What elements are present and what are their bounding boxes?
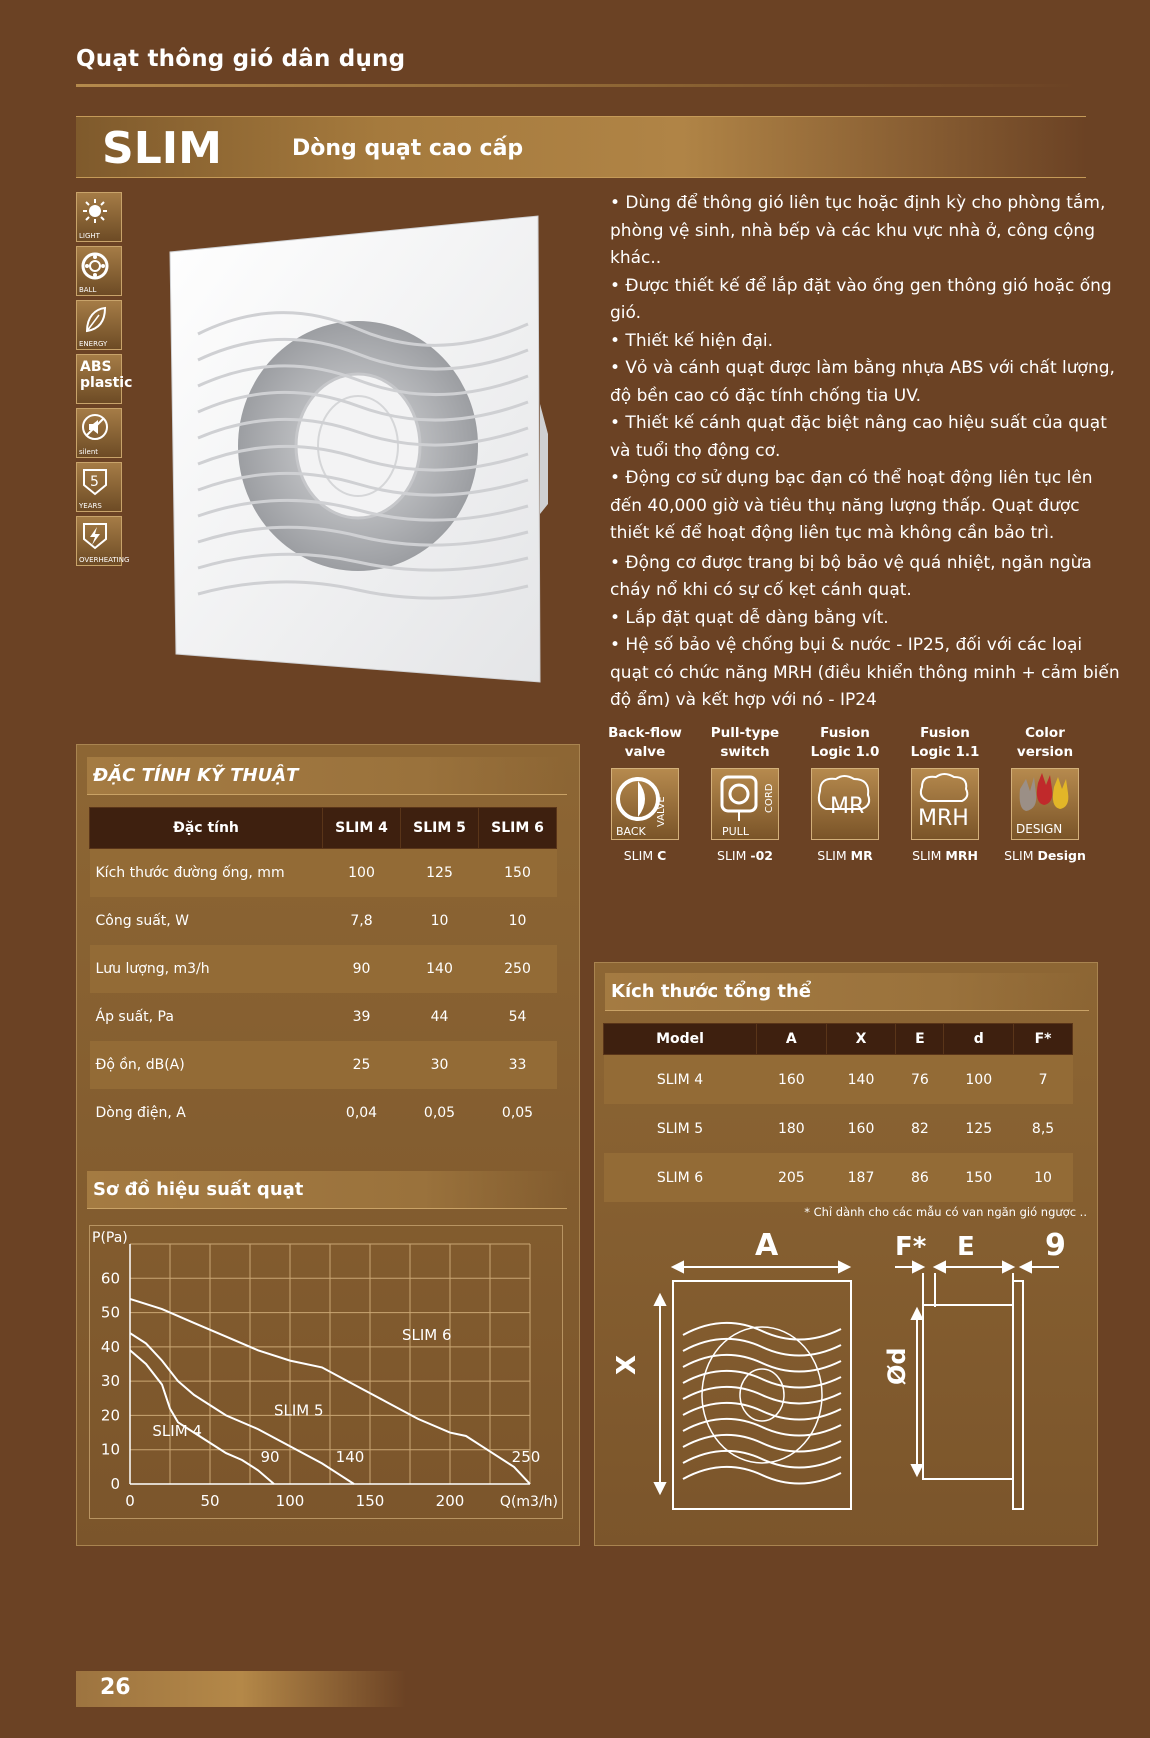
x-tick-label: 100: [275, 1492, 305, 1510]
design-hands-icon: [1011, 768, 1079, 840]
table-row: Lưu lượng, m3/h 90 140 250: [90, 945, 557, 993]
x-tick-label: 150: [355, 1492, 385, 1510]
y-tick-label: 0: [110, 1475, 120, 1493]
svg-text:DESIGN: DESIGN: [1016, 822, 1063, 836]
series-end-label: 250: [511, 1448, 541, 1466]
svg-text:BACK: BACK: [616, 825, 646, 838]
svg-text:CORD: CORD: [764, 783, 775, 813]
series-end-label: 90: [260, 1448, 280, 1466]
series-label: SLIM 5: [274, 1401, 324, 1420]
table-row: Áp suất, Pa 39 44 54: [95, 1009, 527, 1025]
tech-spec-heading: ĐẶC TÍNH KỸ THUẬT: [87, 757, 567, 795]
chart-heading: Sơ đồ hiệu suất quạt: [87, 1171, 567, 1209]
spec-col-header: SLIM 4: [323, 808, 401, 849]
y-tick-label: 50: [100, 1303, 120, 1322]
series-line: [130, 1350, 274, 1484]
dim-label-f: F*: [895, 1232, 927, 1262]
table-row: SLIM 4 160 140 76 100 7: [604, 1055, 1073, 1105]
x-tick-label: 200: [435, 1492, 465, 1510]
energy-saving-icon: ENERGY: [76, 300, 122, 350]
dim-col-header: d: [944, 1024, 1014, 1055]
variant-color-version: Color version DESIGN SLIM Design: [1004, 725, 1086, 863]
spec-col-header: SLIM 5: [401, 808, 479, 849]
variant-fusion-logic-1-0: Fusion Logic 1.0 MR SLIM MR: [810, 725, 880, 863]
description-item: • Động cơ sử dụng bạc đạn có thể hoạt động liên tục lên đến 40,000 giờ và tiêu thụ năng lượng thấp. Quạt được thiết kế để hoạt động liên tục mà không cần bảo trì.: [610, 468, 1093, 543]
table-row: Dòng điện, A 0,04 0,05 0,05: [95, 1105, 534, 1121]
description-item: • Lắp đặt quạt dễ dàng bằng vít.: [610, 607, 889, 628]
y-tick-label: 30: [100, 1372, 120, 1391]
dim-col-header: A: [757, 1024, 827, 1055]
table-row: SLIM 6 205 187 86 150 10: [604, 1153, 1073, 1202]
dim-col-header: Model: [604, 1024, 757, 1055]
x-tick-label: 50: [200, 1492, 220, 1510]
description-item: • Động cơ được trang bị bộ bảo vệ quá nhiệt, ngăn ngừa cháy nổ khi có sự cố kẹt cánh quạt.: [610, 552, 1092, 600]
description-item: • Thiết kế cánh quạt đặc biệt nâng cao hiệu suất của quạt và tuổi thọ động cơ.: [610, 413, 1107, 461]
table-row: Độ ồn, dB(A) 25 30 33: [90, 1041, 557, 1089]
overheating-protection-icon: OVERHEATING: [76, 516, 122, 566]
abs-plastic-icon: ABS plastic: [76, 354, 122, 404]
dimension-drawing: [605, 1225, 1085, 1525]
dim-label-d: Ød: [883, 1347, 911, 1385]
pull-cord-icon: [711, 768, 779, 840]
silent-icon: silent: [76, 408, 122, 458]
series-label: SLIM 4: [152, 1422, 202, 1440]
product-description: [610, 190, 1120, 715]
model-name: SLIM: [102, 123, 222, 174]
performance-chart-svg: [90, 1226, 562, 1518]
dim-label-e: E: [957, 1232, 975, 1262]
five-years-warranty-icon: 5 YEARS: [76, 462, 122, 512]
variant-pull-type-switch: Pull-type switch PULL CORD SLIM -02: [710, 725, 780, 863]
description-item: • Dùng để thông gió liên tục hoặc định kỳ cho phòng tắm, phòng vệ sinh, nhà bếp và các khu vực nhà ở, công cộng khác..: [610, 193, 1106, 268]
mrh-brain-icon: [911, 768, 979, 840]
page-footer: [76, 1671, 406, 1707]
table-row: Kích thước đường ống, mm 100 125 150: [90, 849, 557, 898]
description-item: • Được thiết kế để lắp đặt vào ống gen thông gió hoặc ống gió.: [610, 275, 1112, 323]
spec-col-header: Đặc tính: [90, 808, 323, 849]
description-item: • Thiết kế hiện đại.: [610, 330, 774, 351]
y-axis-label: P(Pa): [92, 1230, 128, 1246]
x-tick-label: 0: [125, 1492, 135, 1510]
dimensions-footnote: * Chỉ dành cho các mẫu có van ngăn gió ngược ..: [804, 1205, 1087, 1219]
feature-icons: [76, 192, 133, 570]
page-title: Quạt thông gió dân dụng: [76, 46, 406, 72]
title-divider: [76, 84, 1076, 87]
tech-spec-panel: [76, 744, 580, 1546]
model-header: [76, 116, 1086, 178]
dimensions-table: [603, 1023, 1073, 1202]
mr-brain-icon: [811, 768, 879, 840]
y-tick-label: 40: [100, 1337, 120, 1356]
svg-text:MRH: MRH: [918, 806, 969, 831]
description-item: • Hệ số bảo vệ chống bụi & nước - IP25, đối với các loại quạt có chức năng MRH (điều khiển thông minh + cảm biến độ ẩm) và kết hợp với nó - IP24: [610, 635, 1120, 710]
light-indication-icon: LIGHT: [76, 192, 122, 242]
table-row: SLIM 5 180 160 82 125 8,5: [656, 1120, 1055, 1137]
dim-col-header: F*: [1014, 1024, 1073, 1055]
y-tick-label: 20: [100, 1406, 120, 1425]
dim-label-a: A: [755, 1228, 779, 1263]
series-label: SLIM 6: [402, 1326, 452, 1344]
series-end-label: 140: [335, 1448, 365, 1466]
dim-label-x: X: [612, 1354, 642, 1375]
variant-fusion-logic-1-1: Fusion Logic 1.1 MRH SLIM MRH: [910, 725, 980, 863]
ball-bearing-icon: BALL: [76, 246, 122, 296]
dim-col-header: X: [826, 1024, 896, 1055]
fan-product-image: [168, 214, 548, 684]
dimensions-panel: [594, 962, 1098, 1546]
page-number: 26: [100, 1675, 131, 1700]
y-tick-label: 10: [100, 1440, 120, 1459]
x-axis-label: Q(m3/h): [499, 1494, 558, 1510]
spec-col-header: SLIM 6: [479, 808, 557, 849]
dim-label-9: 9: [1045, 1228, 1066, 1263]
dim-col-header: E: [896, 1024, 944, 1055]
svg-text:VALVE: VALVE: [656, 796, 667, 827]
model-subtitle: Dòng quạt cao cấp: [292, 136, 524, 161]
performance-chart: [89, 1225, 563, 1519]
svg-text:MR: MR: [830, 794, 865, 819]
dimensions-heading: Kích thước tổng thể: [605, 973, 1089, 1011]
variants-row: [600, 724, 1100, 874]
svg-text:5: 5: [90, 474, 99, 490]
y-tick-label: 60: [100, 1269, 120, 1288]
description-item: • Vỏ và cánh quạt được làm bằng nhựa ABS với chất lượng, độ bền cao có đặc tính chống tia UV.: [610, 358, 1115, 406]
spec-table: [89, 807, 557, 1137]
back-valve-icon: [611, 768, 679, 840]
table-row: Công suất, W 7,8 10 10: [95, 913, 527, 929]
variant-back-flow-valve: Back-flow valve BACK VALVE SLIM C: [608, 725, 682, 863]
svg-text:PULL: PULL: [722, 825, 749, 838]
